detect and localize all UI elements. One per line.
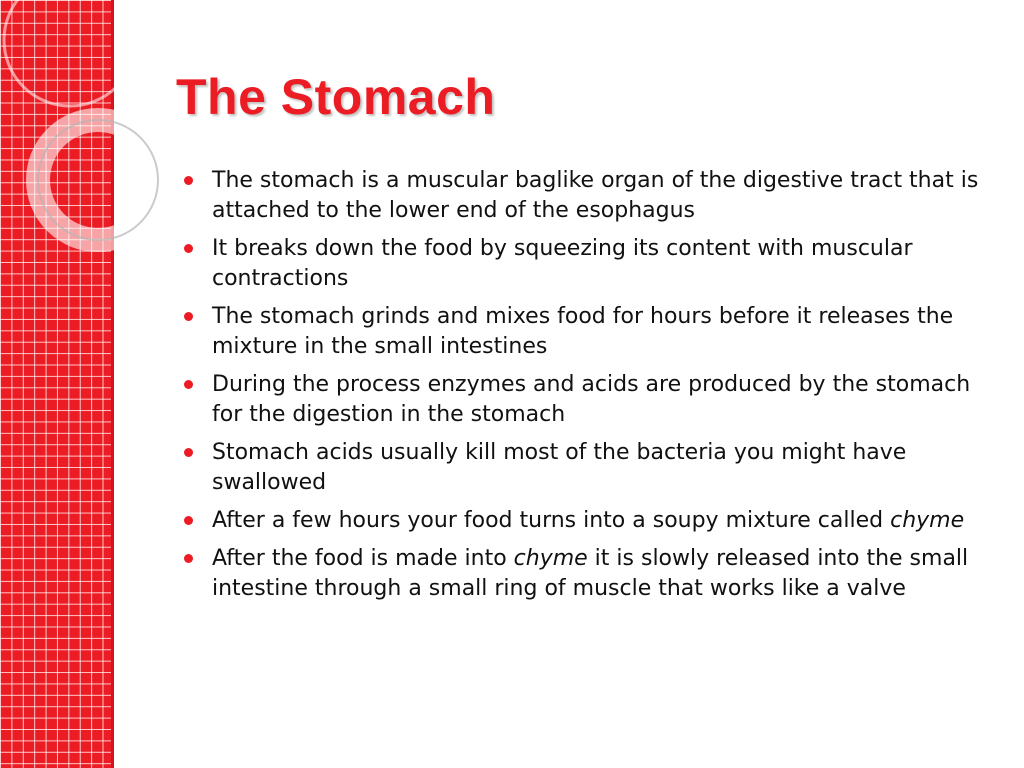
slide-title: The Stomach [176,69,496,125]
bullet-dot-icon [184,176,193,185]
bullet-dot-icon [184,312,193,321]
bullet-dot-icon [184,380,193,389]
bullet-item [182,166,992,226]
bullet-text: The stomach grinds and mixes food for hours before it releases the mixture in the small intestines [212,304,954,359]
bullet-item [182,370,992,430]
bullet-list [182,166,992,612]
bullet-item [182,506,992,536]
bullet-emphasis: chyme [890,508,965,533]
bullet-text: After a few hours your food turns into a soupy mixture called [212,508,891,533]
bullet-dot-icon [184,554,193,563]
bullet-text: After the food is made into [212,546,514,571]
bullet-emphasis: chyme [513,546,588,571]
bullet-text: During the process enzymes and acids are produced by the stomach for the digestion in the stomach [212,372,971,427]
bullet-item [182,438,992,498]
bullet-dot-icon [184,448,193,457]
bullet-dot-icon [184,244,193,253]
bullet-dot-icon [184,516,193,525]
bullet-text: It breaks down the food by squeezing its content with muscular contractions [212,236,913,291]
bullet-item [182,234,992,294]
bullet-text-continued: it is slowly released into the small intestine through a small ring of muscle that works like a valve [212,546,969,601]
ring-outline-icon [0,0,160,260]
bullet-text: The stomach is a muscular baglike organ of the digestive tract that is attached to the lower end of the esophagus [212,168,979,223]
bullet-item [182,544,992,604]
bullet-text: Stomach acids usually kill most of the bacteria you might have swallowed [212,440,907,495]
bullet-item [182,302,992,362]
